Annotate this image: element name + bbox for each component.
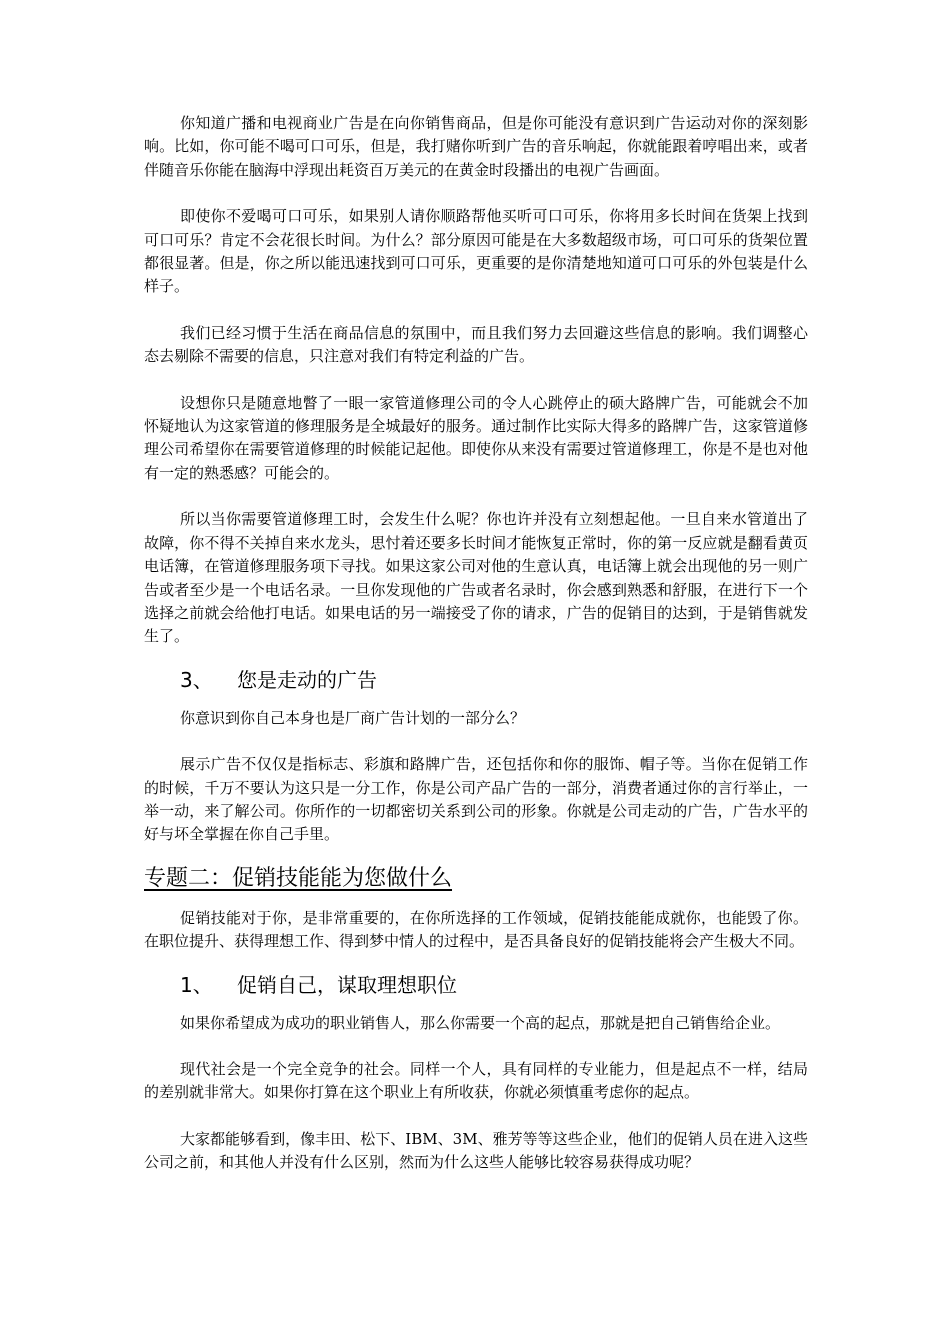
document-page [144,112,808,1175]
section-1-heading [144,971,808,999]
topic-2-heading: 专题二：促销技能能为您做什么 [144,865,453,891]
paragraph-information-climate: 我们已经习惯于生活在商品信息的氛围中，而且我们努力去回避这些信息的影响。我们调整心态去剔除不需要的信息，只注意对我们有特定利益的广告。 [144,323,808,366]
paragraph-competition: 现代社会是一个完全竞争的社会。同样一个人，具有同样的专业能力，但是起点不一样，结局的差别就非常大。如果你打算在这个职业上有所收获，你就必须慎重考虑你的起点。 [144,1059,808,1102]
paragraph-billboard: 设想你只是随意地瞥了一眼一家管道修理公司的令人心跳停止的硕大路牌广告，可能就会不加怀疑地认为这家管道的修理服务是全城最好的服务。通过制作比实际大得多的路牌广告，这家管道修理公司希望你在需要管道修理的时候能记起他。即使你从来没有需要过管道修理工，你是不是也对他有一定的熟悉感？可能会的。 [144,393,808,482]
section-1-number: 1、 [180,972,213,997]
section-3-title: 您是走动的广告 [237,667,377,692]
paragraph-companies: 大家都能够看到，像丰田、松下、IBM、3M、雅芳等等这些企业，他们的促销人员在进入这些公司之前，和其他人并没有什么区别，然而为什么这些人能够比较容易获得成功呢？ [144,1129,808,1172]
section-3-number: 3、 [180,667,213,692]
paragraph-broadcast-ads: 你知道广播和电视商业广告是在向你销售商品，但是你可能没有意识到广告运动对你的深刻影响。比如，你可能不喝可口可乐，但是，我打赌你听到广告的音乐响起，你就能跟着哼唱出来，或者伴随音乐你能在脑海中浮现出耗资百万美元的在黄金时段播出的电视广告画面。 [144,114,808,179]
paragraph-walking-ad: 展示广告不仅仅是指标志、彩旗和路牌广告，还包括你和你的服饰、帽子等。当你在促销工作的时候，千万不要认为这只是一分工作，你是公司产品广告的一部分，消费者通过你的言行举止，一举一动，来了解公司。你所作的一切都密切关系到公司的形象。你就是公司走动的广告，广告水平的好与坏全掌握在你自己手里。 [144,755,808,844]
section-1-title: 促销自己，谋取理想职位 [237,972,457,997]
paragraph-section-3-question: 你意识到你自己本身也是厂商广告计划的一部分么？ [180,708,526,727]
paragraph-coca-cola: 即使你不爱喝可口可乐，如果别人请你顺路帮他买听可口可乐，你将用多长时间在货架上找到可口可乐？肯定不会花很长时间。为什么？部分原因可能是在大多数超级市场，可口可乐的货架位置都很显著。但是，你之所以能迅速找到可口可乐，更重要的是你清楚地知道可口可乐的外包装是什么样子。 [144,207,808,296]
paragraph-plumber: 所以当你需要管道修理工时，会发生什么呢？你也许并没有立刻想起他。一旦自来水管道出了故障，你不得不关掉自来水龙头，思忖着还要多长时间才能恢复正常时，你的第一反应就是翻看黄页电话簿，在管道修理服务项下寻找。如果这家公司对他的生意认真，电话簿上就会出现他的另一则广告或者至少是一个电话名录。一旦你发现他的广告或者名录时，你会感到熟悉和舒服，在进行下一个选择之前就会给他打电话。如果电话的另一端接受了你的请求，广告的促销目的达到，于是销售就发生了。 [144,510,808,646]
paragraph-career-start: 如果你希望成为成功的职业销售人，那么你需要一个高的起点，那就是把自己销售给企业。 [180,1013,781,1032]
paragraph-topic-2-intro: 促销技能对于你，是非常重要的，在你所选择的工作领域，促销技能能成就你，也能毁了你。在职位提升、获得理想工作、得到梦中情人的过程中，是否具备良好的促销技能将会产生极大不同。 [144,908,808,951]
section-3-heading [144,666,808,694]
